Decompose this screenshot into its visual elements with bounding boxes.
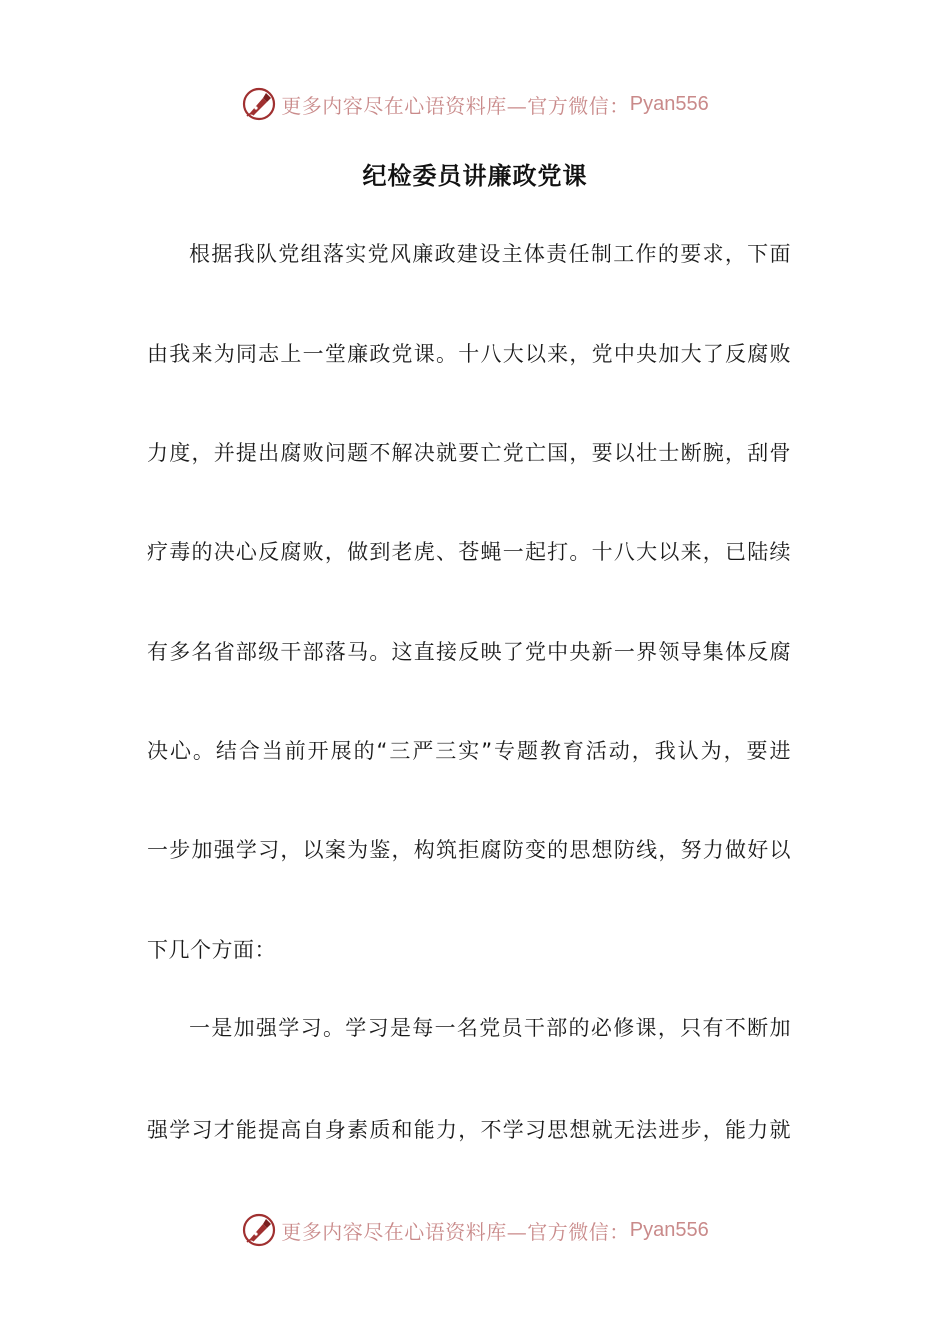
paragraph-line: 根据我队党组落实党风廉政建设主体责任制工作的要求，下面 [189,242,791,266]
paragraph-line: 力度，并提出腐败问题不解决就要亡党亡国，要以壮士断腕，刮骨 [147,441,791,465]
footer-watermark-banner [0,1208,950,1252]
paragraph-line: 由我来为同志上一堂廉政党课。十八大以来，党中央加大了反腐败 [147,342,791,366]
pen-nib-logo-icon [241,1212,277,1248]
paragraph-line: 决心。结合当前开展的“三严三实”专题教育活动，我认为，要进 [147,739,791,763]
document-title: 纪检委员讲廉政党课 [362,161,588,190]
paragraph-line: 下几个方面： [147,938,276,962]
pen-nib-logo-icon [241,86,277,122]
watermark-text: 更多内容尽在心语资料库—官方微信： [281,1219,630,1244]
paragraph-line: 一是加强学习。学习是每一名党员干部的必修课，只有不断加 [189,1016,791,1040]
header-watermark-banner [0,82,950,126]
watermark-contact: Pyan556 [629,92,709,115]
watermark-contact: Pyan556 [629,1218,709,1241]
watermark-text: 更多内容尽在心语资料库—官方微信： [281,93,630,118]
paragraph-line: 有多名省部级干部落马。这直接反映了党中央新一界领导集体反腐 [147,640,791,664]
paragraph-line: 强学习才能提高自身素质和能力，不学习思想就无法进步，能力就 [147,1118,791,1142]
paragraph-line: 疗毒的决心反腐败，做到老虎、苍蝇一起打。十八大以来，已陆续 [147,540,791,564]
paragraph-line: 一步加强学习，以案为鉴，构筑拒腐防变的思想防线，努力做好以 [147,838,791,862]
